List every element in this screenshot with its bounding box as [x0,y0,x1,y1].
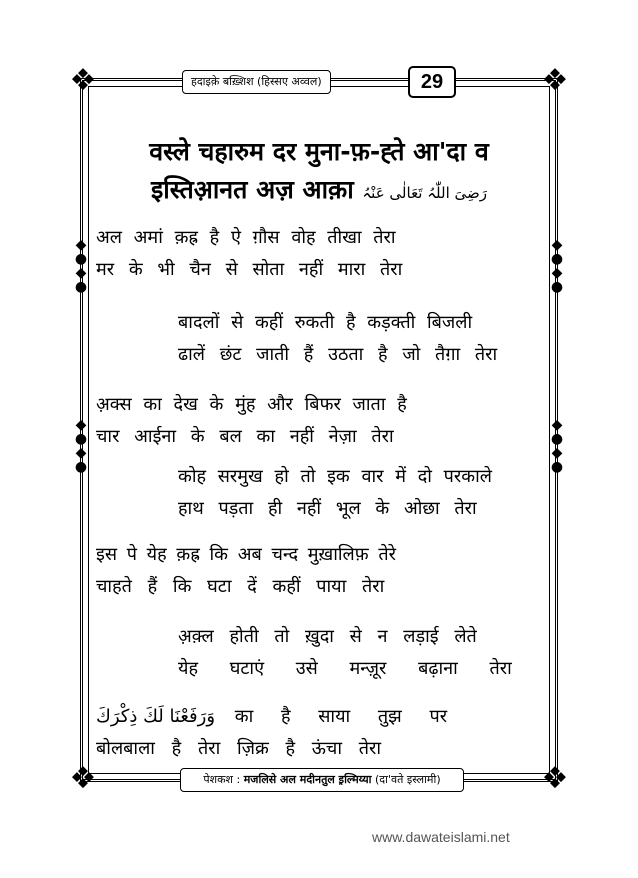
header-rule [452,80,518,81]
verse-line: अल अमां क़ह्र है ऐ ग़ौस वोह तीखा तेरा [96,227,396,248]
verse-line: हाथ पड़ता ही नहीं भूल के ओछा तेरा [178,498,477,519]
footer-label: पेशकश : [203,773,241,786]
page-number: 29 [408,66,456,98]
poem-title-line-1: वस्ले चहारुम दर मुना-फ़-ह्ते आ'दा व [149,137,489,166]
verse-line: चाहते हैं कि घटा दें कहीं पाया तेरा [96,576,385,597]
page-header [90,66,548,96]
verse-line [96,705,447,729]
side-ornament-icon: ◆ ● ◆ ● [74,417,88,475]
poem-title-line-2 [96,172,542,206]
verse-line: ढालें छंट जाती हैं उठता है जो तैग़ा तेरा [178,344,498,365]
poem-title-text: इस्तिआ़नत अज़ आक़ा [150,175,354,204]
header-rule [340,80,408,81]
organization-name: (दा'वते इस्लामी) [375,773,441,786]
verse-line: अ़क्स का देख के मुंह और बिफर जाता है [96,394,407,415]
header-rule [120,80,182,81]
verse-line: बादलों से कहीं रुकती है कड़क्ती बिजली [178,312,473,333]
corner-ornament-icon: ❖ [69,761,97,796]
verse-line: बोलबाला है तेरा ज़िक्र है ऊंचा तेरा [96,738,382,759]
verse-line: चार आईना के बल का नहीं नेज़ा तेरा [96,426,394,447]
book-title: हदाइके़ बख़्शिश (हिस्सए अव्वल) [182,70,331,94]
verse-text: का है साया तुझ पर [234,706,448,727]
corner-ornament-icon: ❖ [541,761,569,796]
corner-ornament-icon: ❖ [69,63,97,98]
verse-line: कोह सरमुख हो तो इक वार में दो परकाले [178,466,492,487]
quran-verse-arabic: وَرَفَعْنَا لَكَ ذِكْرَكَ [96,706,216,727]
side-ornament-icon: ◆ ● ◆ ● [550,237,564,295]
verse-line: इस पे येह क़ह्र कि अब चन्द मुख़ालिफ़ तेरे [96,544,396,565]
side-ornament-icon: ◆ ● ◆ ● [550,417,564,475]
website-link[interactable]: www.dawateislami.net [372,829,510,845]
verse-line: मर के भी चैन से सोता नहीं मारा तेरा [96,259,403,280]
honorific-arabic: رَضِیَ اللّٰہُ تَعَالٰی عَنْہُ [362,184,487,202]
side-ornament-icon: ◆ ● ◆ ● [74,237,88,295]
corner-ornament-icon: ❖ [541,63,569,98]
verse-line: येह घटाएं उसे मन्ज़ूर बढ़ाना तेरा [178,658,512,679]
publisher-name: मजलिसे अल मदीनतुल इ़ल्मिय्या [243,773,372,786]
verse-line: अ़क़्ल होती तो ख़ुदा से न लड़ाई लेते [178,626,477,647]
publisher-footer [180,768,464,792]
